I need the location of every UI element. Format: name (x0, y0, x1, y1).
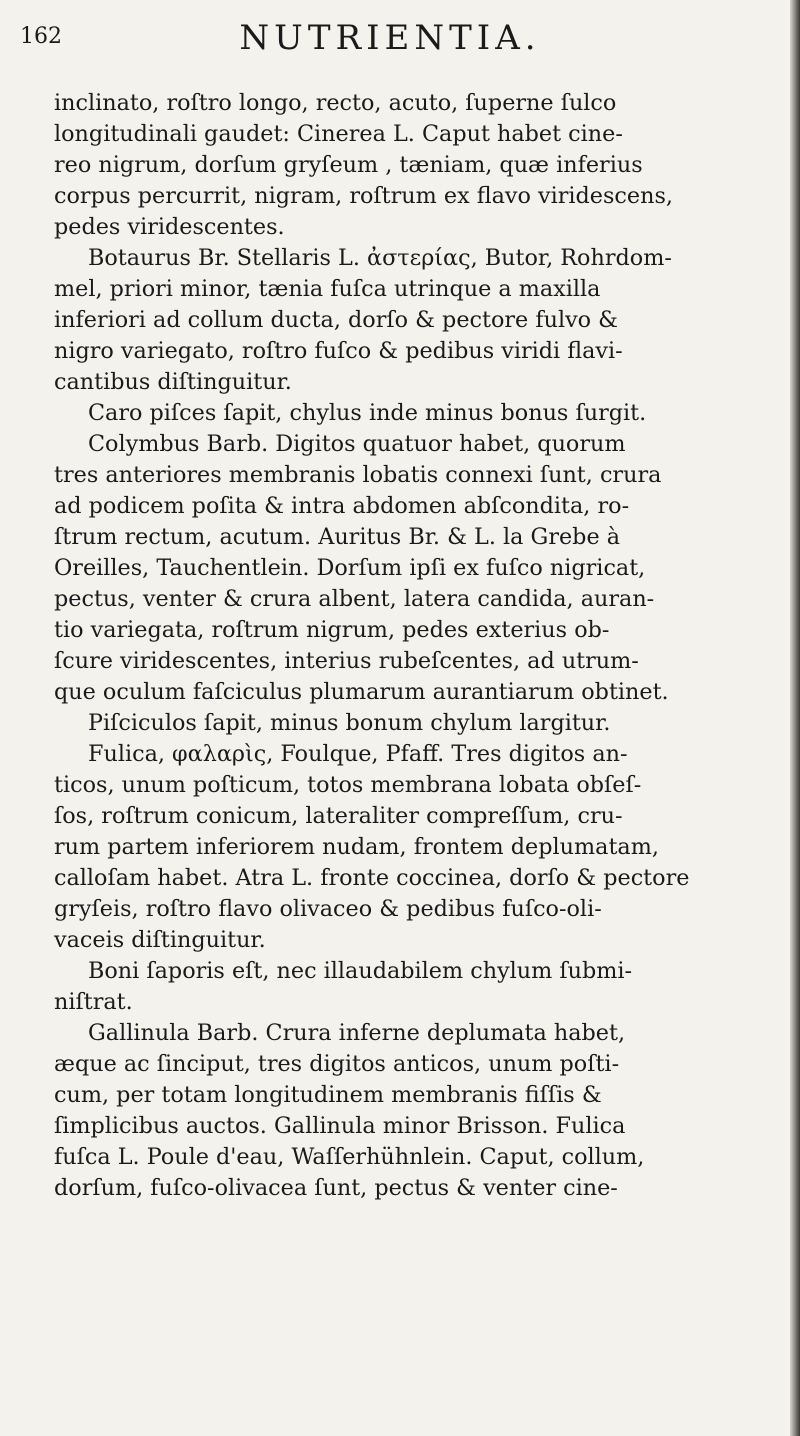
text-line: rum partem inferiorem nudam, frontem deplumatam, (54, 834, 659, 860)
text-line: fuſca L. Poule d'eau, Waſſerhühnlein. Caput, collum, (54, 1144, 645, 1170)
text-line: Gallinula Barb. Crura inferne deplumata habet, (88, 1020, 626, 1046)
text-line: pedes viridescentes. (54, 214, 285, 240)
text-line: gryſeis, roſtro flavo olivaceo & pedibus fuſco-oli- (54, 896, 602, 922)
text-line: ſtrum rectum, acutum. Auritus Br. & L. la Grebe à (54, 524, 621, 550)
body-text (54, 88, 754, 1204)
text-line: Oreilles, Tauchentlein. Dorſum ipſi ex fuſco nigricat, (54, 555, 646, 581)
text-line: inclinato, roſtro longo, recto, acuto, ſuperne ſulco (54, 90, 617, 116)
text-line: longitudinali gaudet: Cinerea L. Caput habet cine- (54, 121, 623, 147)
text-line: Piſciculos ſapit, minus bonum chylum largitur. (88, 710, 611, 736)
text-line: nigro variegato, roſtro fuſco & pedibus viridi flavi- (54, 338, 623, 364)
text-line: ſimplicibus auctos. Gallinula minor Brisson. Fulica (54, 1113, 626, 1139)
text-line: tio variegata, roſtrum nigrum, pedes exterius ob- (54, 617, 610, 643)
text-line: inferiori ad collum ducta, dorſo & pectore fulvo & (54, 307, 619, 333)
text-line: cantibus diſtinguitur. (54, 369, 292, 395)
text-line: Caro piſces ſapit, chylus inde minus bonus ſurgit. (88, 400, 647, 426)
text-line: niſtrat. (54, 989, 133, 1015)
page-number: 162 (20, 24, 62, 49)
text-line: Boni ſaporis eſt, nec illaudabilem chylum ſubmi- (88, 958, 633, 984)
text-line: calloſam habet. Atra L. fronte coccinea, dorſo & pectore (54, 865, 690, 891)
text-line: ſos, roſtrum conicum, lateraliter compreſſum, cru- (54, 803, 623, 829)
text-line: vaceis diſtinguitur. (54, 927, 266, 953)
text-line: dorſum, fuſco-olivacea ſunt, pectus & venter cine- (54, 1175, 618, 1201)
text-line: tres anteriores membranis lobatis connexi ſunt, crura (54, 462, 662, 488)
text-line: æque ac ſinciput, tres digitos anticos, unum poſti- (54, 1051, 620, 1077)
text-line: ad podicem poſita & intra abdomen abſcondita, ro- (54, 493, 630, 519)
text-line: reo nigrum, dorſum gryſeum , tæniam, quæ inferius (54, 152, 643, 178)
text-line: Fulica, φαλαρὶς, Foulque, Pfaff. Tres digitos an- (88, 741, 628, 767)
text-line: cum, per totam longitudinem membranis fiſſis & (54, 1082, 602, 1108)
text-line: pectus, venter & crura albent, latera candida, auran- (54, 586, 655, 612)
text-line: ſcure viridescentes, interius rubeſcentes, ad utrum- (54, 648, 639, 674)
page-edge-shadow (790, 0, 800, 1436)
text-line: Colymbus Barb. Digitos quatuor habet, quorum (88, 431, 626, 457)
text-line: corpus percurrit, nigram, roſtrum ex flavo viridescens, (54, 183, 673, 209)
page-header (20, 18, 760, 58)
text-line: Botaurus Br. Stellaris L. ἀστερίας, Butor, Rohrdom- (88, 245, 672, 271)
running-title: NUTRIENTIA. (239, 18, 541, 58)
text-line: mel, priori minor, tænia fuſca utrinque a maxilla (54, 276, 601, 302)
text-line: ticos, unum poſticum, totos membrana lobata obſeſ- (54, 772, 642, 798)
text-line: que oculum faſciculus plumarum aurantiarum obtinet. (54, 679, 669, 705)
